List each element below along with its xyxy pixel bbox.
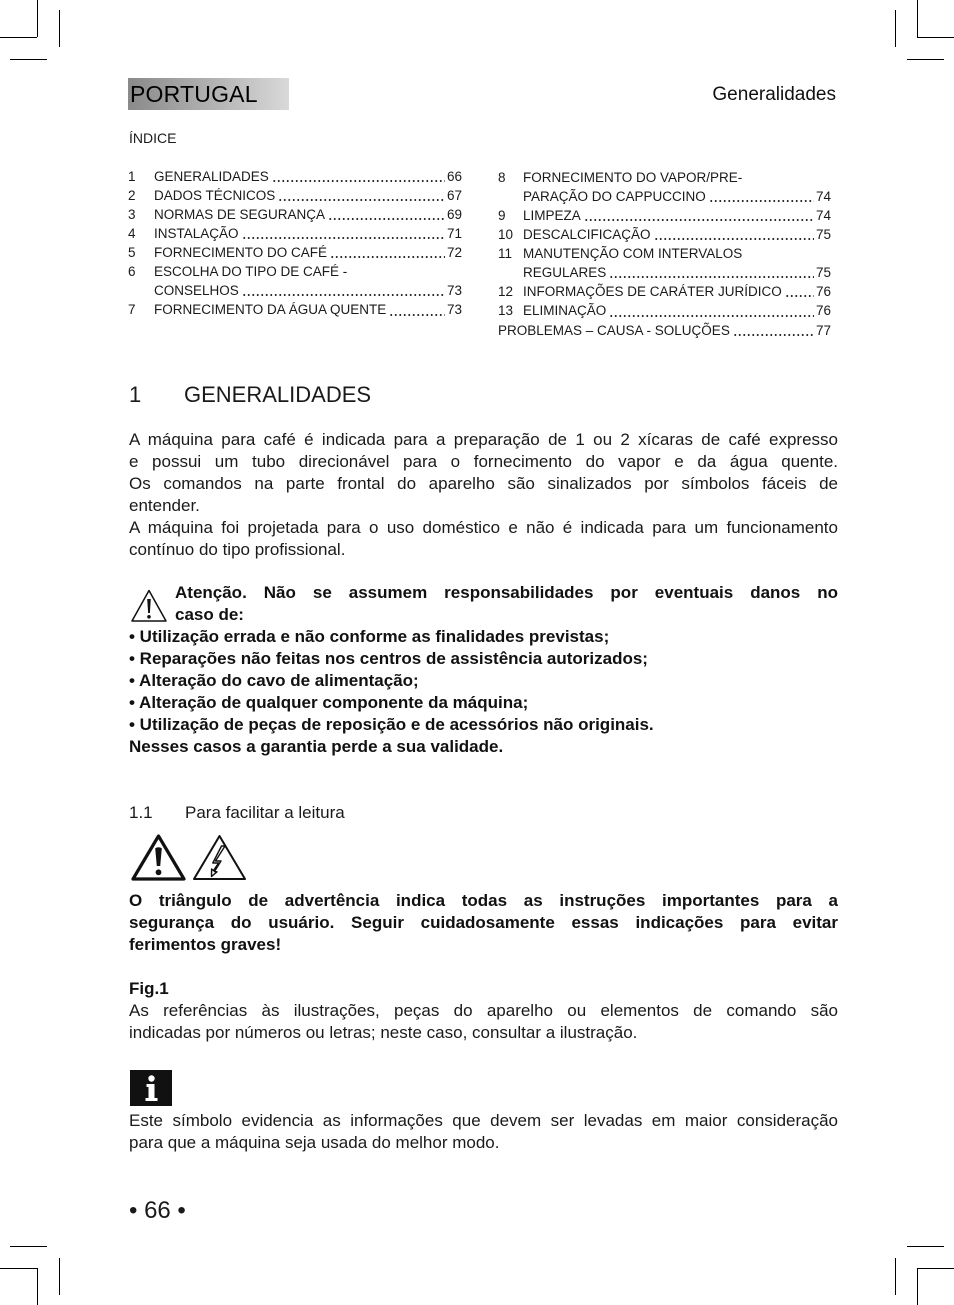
figure-reference-note <box>129 978 838 1044</box>
toc-entry-page: 76 <box>815 303 831 319</box>
toc-indent <box>128 281 154 300</box>
toc-dot-leader <box>733 321 814 340</box>
toc-entry <box>498 168 831 206</box>
toc-title: ÍNDICE <box>129 130 177 146</box>
crop-mark <box>10 59 47 60</box>
toc-entry <box>128 167 462 186</box>
paragraph-line: indicadas por números ou letras; neste caso, consultar a ilustração. <box>129 1023 638 1042</box>
toc-entry <box>498 301 831 320</box>
toc-entry-page: 75 <box>815 226 831 242</box>
crop-mark <box>10 1246 47 1247</box>
crop-mark <box>907 1246 944 1247</box>
toc-dot-leader <box>584 206 814 225</box>
toc-entry-number: 6 <box>128 264 136 280</box>
toc-entry-title: NORMAS DE SEGURANÇA <box>154 206 326 222</box>
toc-entry <box>128 205 462 224</box>
toc-entry <box>128 243 462 262</box>
subsection-number: 1.1 <box>129 803 153 822</box>
crop-mark <box>895 1258 896 1295</box>
warning-intro-line: Atenção. Não se assumem responsabilidades por eventuais danos no <box>175 583 838 602</box>
crop-mark <box>37 1268 38 1305</box>
paragraph-line: O triângulo de advertência indica todas as instruções importantes para a <box>129 891 838 910</box>
toc-dot-leader <box>654 225 814 244</box>
toc-dot-leader <box>242 224 445 243</box>
toc-entry-page: 69 <box>446 206 462 222</box>
toc-entry-page: 71 <box>446 225 462 241</box>
toc-entry-number: 10 <box>498 226 514 242</box>
toc-entry-second-line <box>498 187 831 206</box>
toc-entry-title: INSTALAÇÃO <box>154 225 239 241</box>
header-language-label: PORTUGAL <box>130 81 258 107</box>
toc-entry-title: CONSELHOS <box>154 283 239 299</box>
info-icon <box>130 1070 172 1106</box>
warning-intro-line: caso de: <box>175 605 244 624</box>
subsection-heading <box>129 802 345 824</box>
electric-hazard-icon <box>191 833 248 882</box>
paragraph-line: As referências às ilustrações, peças do aparelho ou elementos de comando são <box>129 1001 838 1020</box>
toc-entry <box>498 321 831 340</box>
warning-triangle-icon <box>130 833 187 882</box>
toc-entry-page: 76 <box>815 284 831 300</box>
liability-warning <box>129 582 838 758</box>
warning-symbol-note <box>129 890 838 956</box>
toc-entry <box>498 225 831 244</box>
toc-entry-number: 13 <box>498 303 514 319</box>
toc-dot-leader <box>609 263 814 282</box>
crop-mark <box>917 1268 954 1269</box>
toc-entry-number: 12 <box>498 284 514 300</box>
toc-entry <box>498 282 831 301</box>
toc-entry-number: 3 <box>128 206 136 222</box>
paragraph-line: entender. <box>129 496 200 515</box>
toc-entry-title: DADOS TÉCNICOS <box>154 187 276 203</box>
crop-mark <box>59 10 60 47</box>
warning-list-item: • Utilização de peças de reposição e de acessórios não originais. <box>129 715 654 734</box>
toc-entry-number: 4 <box>128 225 136 241</box>
toc-entry-number: 11 <box>498 246 513 262</box>
toc-dot-leader <box>609 301 814 320</box>
toc-entry-first-line <box>498 244 831 263</box>
toc-entry-page: 75 <box>815 265 831 281</box>
toc-indent <box>498 263 523 282</box>
page-number: • 66 • <box>129 1197 186 1224</box>
toc-entry-title-line1: FORNECIMENTO DO VAPOR/PRE- <box>523 169 743 185</box>
paragraph-line: segurança do usuário. Seguir cuidadosamente essas indicações para evitar <box>129 913 838 932</box>
toc-entry-first-line <box>498 168 831 187</box>
toc-entry-page: 73 <box>446 283 462 299</box>
toc-entry-page: 74 <box>815 207 831 223</box>
crop-mark <box>907 59 944 60</box>
toc-dot-leader <box>242 281 445 300</box>
crop-mark <box>895 10 896 47</box>
toc-entry-page: 73 <box>446 302 462 318</box>
toc-dot-leader <box>272 167 445 186</box>
toc-entry-title: PROBLEMAS – CAUSA - SOLUÇÕES <box>498 322 730 338</box>
toc-dot-leader <box>389 300 445 319</box>
crop-mark <box>917 37 954 38</box>
toc-entry-page: 74 <box>815 188 831 204</box>
intro-paragraphs <box>129 429 838 561</box>
toc-entry-title: GENERALIDADES <box>154 168 269 184</box>
toc-left-column <box>128 167 462 320</box>
warning-list-item: • Reparações não feitas nos centros de assistência autorizados; <box>129 649 648 668</box>
toc-entry-page: 77 <box>815 322 831 338</box>
toc-entry-title: FORNECIMENTO DA ÁGUA QUENTE <box>154 302 387 318</box>
paragraph-line: ferimentos graves! <box>129 935 282 954</box>
crop-mark <box>917 1268 918 1305</box>
paragraph-line: para que a máquina seja usada do melhor modo. <box>129 1133 500 1152</box>
toc-entry-number: 7 <box>128 302 136 318</box>
toc-entry-number: 5 <box>128 245 136 261</box>
toc-dot-leader <box>330 243 445 262</box>
toc-entry-title: PARAÇÃO DO CAPPUCCINO <box>523 188 706 204</box>
toc-dot-leader <box>785 282 814 301</box>
toc-entry-title-line1: ESCOLHA DO TIPO DE CAFÉ - <box>154 264 348 280</box>
crop-mark <box>0 37 37 38</box>
paragraph-line: Os comandos na parte frontal do aparelho são sinalizados por símbolos fáceis de <box>129 474 838 493</box>
toc-entry <box>128 300 462 319</box>
toc-entry-page: 66 <box>446 168 462 184</box>
toc-entry <box>128 224 462 243</box>
toc-entry <box>498 244 831 282</box>
section-number: 1 <box>129 382 142 407</box>
header-chapter-title: Generalidades <box>712 84 836 105</box>
toc-entry-second-line <box>128 281 462 300</box>
toc-dot-leader <box>709 187 814 206</box>
toc-entry-title: REGULARES <box>523 265 607 281</box>
section-heading <box>129 381 371 409</box>
paragraph-line: e possui um tubo direcionável para o fornecimento do vapor e da água quente. <box>129 452 838 471</box>
toc-entry-title: DESCALCIFICAÇÃO <box>523 226 651 242</box>
info-symbol-note <box>129 1110 838 1154</box>
crop-mark <box>917 0 918 37</box>
warning-list-item: • Alteração do cavo de alimentação; <box>129 671 419 690</box>
warning-list-item: • Utilização errada e não conforme as finalidades previstas; <box>129 627 610 646</box>
crop-mark <box>0 1268 37 1269</box>
toc-entry-first-line <box>128 262 462 281</box>
toc-right-column <box>498 168 831 340</box>
paragraph-line: A máquina foi projetada para o uso doméstico e não é indicada para um funcionamento <box>129 518 838 537</box>
paragraph-line: A máquina para café é indicada para a preparação de 1 ou 2 xícaras de café expresso <box>129 430 838 449</box>
section-title: GENERALIDADES <box>184 382 372 407</box>
toc-indent <box>498 187 523 206</box>
warning-closing: Nesses casos a garantia perde a sua validade. <box>129 737 504 756</box>
crop-mark <box>59 1258 60 1295</box>
toc-entry <box>498 206 831 225</box>
toc-entry-second-line <box>498 263 831 282</box>
toc-dot-leader <box>278 186 445 205</box>
toc-entry-page: 67 <box>446 187 462 203</box>
toc-entry <box>128 186 462 205</box>
paragraph-line: Este símbolo evidencia as informações que devem ser levadas em maior consideração <box>129 1111 838 1130</box>
toc-entry-title: FORNECIMENTO DO CAFÉ <box>154 245 328 261</box>
toc-entry-title: ELIMINAÇÃO <box>523 303 607 319</box>
subsection-title: Para facilitar a leitura <box>185 803 345 822</box>
toc-entry-page: 72 <box>446 245 462 261</box>
toc-entry-number: 8 <box>498 169 506 185</box>
toc-entry-number: 9 <box>498 207 506 223</box>
toc-entry <box>128 262 462 300</box>
figure-label: Fig.1 <box>129 979 169 998</box>
toc-entry-title: LIMPEZA <box>523 207 581 223</box>
warning-list-item: • Alteração de qualquer componente da máquina; <box>129 693 529 712</box>
paragraph-line: contínuo do tipo profissional. <box>129 540 346 559</box>
crop-mark <box>37 0 38 37</box>
toc-entry-title-line1: MANUTENÇÃO COM INTERVALOS <box>523 246 743 262</box>
toc-entry-number: 1 <box>128 168 136 184</box>
toc-entry-number: 2 <box>128 187 136 203</box>
toc-entry-title: INFORMAÇÕES DE CARÁTER JURÍDICO <box>523 284 782 300</box>
toc-dot-leader <box>328 205 445 224</box>
